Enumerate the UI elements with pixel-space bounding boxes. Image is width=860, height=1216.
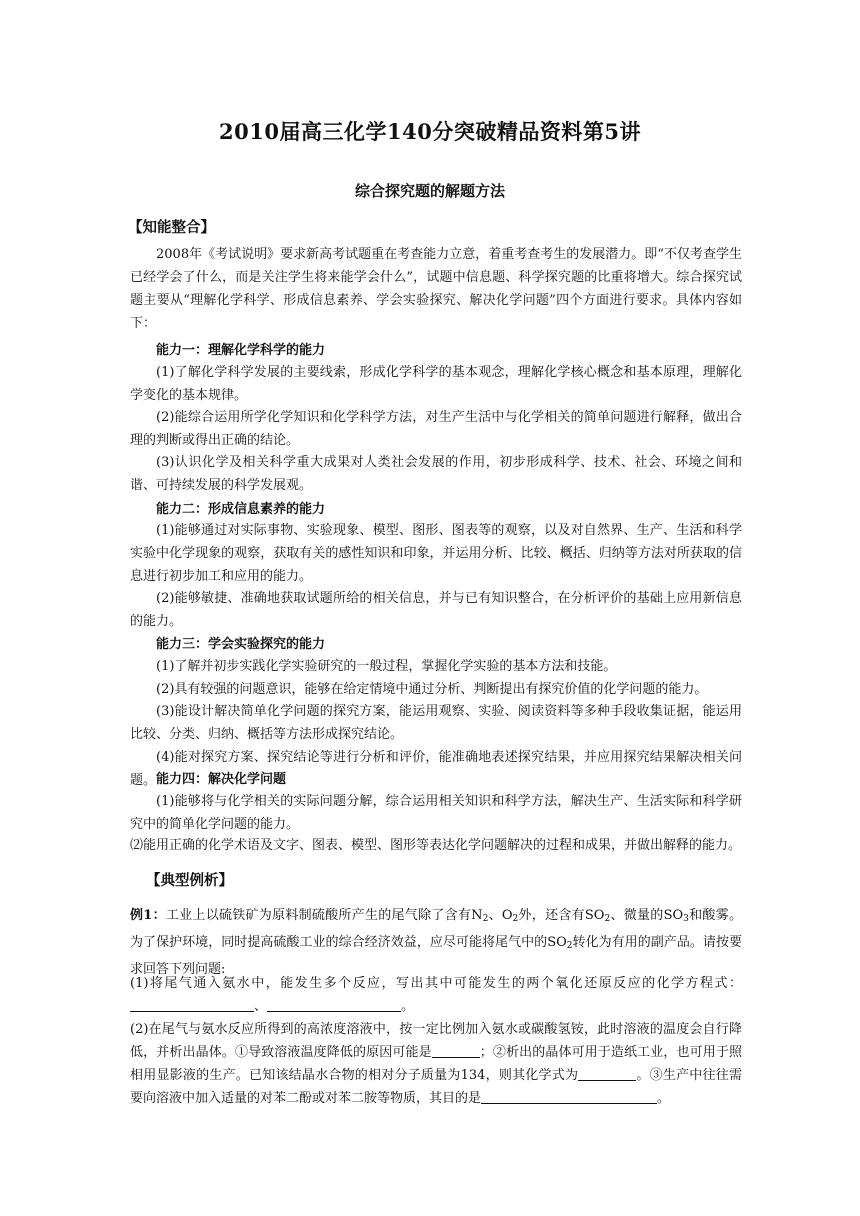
ability-2-title: 能力二：形成信息素养的能力 [156,502,326,517]
document-title: 2010届高三化学140分突破精品资料第5讲 [219,119,641,144]
answer-blank[interactable] [481,1089,657,1104]
example-1-label: 例1： [130,908,166,923]
ability-4-title: 能力四：解决化学问题 [156,772,287,787]
section-heading-knowledge: 【知能整合】 [128,219,215,236]
ability-3-item-1: (1)了解并初步实践化学实验研究的一般过程，掌握化学实验的基本方法和技能。 [156,659,617,674]
ability-2-item-2: (2)能够敏捷、准确地获取试题所给的相关信息，并与已有知识整合，在分析评价的基础上应用新信息的能力。 [130,591,742,629]
ability-1-item-1: (1)了解化学科学发展的主要线索，形成化学科学的基本观念，理解化学核心概念和基本原理，理解化学变化的基本规律。 [130,365,742,403]
intro-paragraph: 2008年《考试说明》要求新高考试题重在考查能力立意，着重考查考生的发展潜力。即“不仅考查学生已经学会了什么，而是关注学生将来能学会什么”，试题中信息题、科学探究题的比重将增大。综合探究试题主要从“理解化学科学、形成信息素养、学会实验探究、解决化学问题”四个方面进行要求。具体内容如下： [130,247,742,331]
ability-3-item-3: (3)能设计解决简单化学问题的探究方案，能运用观察、实验、阅读资料等多种手段收集证据，能运用比较、分类、归纳、概括等方法形成探究结论。 [130,704,742,742]
answer-blank[interactable] [432,1043,480,1058]
example-1-question-2: (2)在尾气与氨水反应所得到的高浓度溶液中，按一定比例加入氨水或碳酸氢铵，此时溶液的温度会自行降低，并析出晶体。①导致溶液温度降低的原因可能是 ；②析出的晶体可用于造纸工业，也可用于照相用显影液的生产。已知该结晶水合物的相对分子质量为134，则其化学式为 。③生产中往往需要向溶液中加入适量的对苯二酚或对苯二胺等物质，其目的是 。 [130,1022,742,1106]
document-subtitle: 综合探究题的解题方法 [354,182,505,200]
example-1-question-1: (1)将尾气通入氨水中，能发生多个反应，写出其中可能发生的两个氧化还原反应的化学方程式：、 。 [130,976,742,1014]
answer-blank[interactable] [130,997,254,1012]
ability-4-item-2: ⑵能用正确的化学术语及文字、图表、模型、图形等表达化学问题解决的过程和成果，并做出解释的能力。 [130,838,742,853]
answer-blank[interactable] [267,997,401,1012]
ability-1-title: 能力一：理解化学科学的能力 [156,343,326,358]
example-1-intro: 例1：工业上以硫铁矿为原料制硫酸所产生的尾气除了含有$N_2$、$O_2$外，还含有$SO_2$、微量的$SO_3$和酸雾。为了保护环境，同时提高硫酸工业的综合经济效益，应尽可能将尾气中的$SO_2$转化为有用的副产品。请按要求回答下列问题: [130,908,742,977]
ability-1-item-3: (3)认识化学及相关科学重大成果对人类社会发展的作用，初步形成科学、技术、社会、环境之间和谐、可持续发展的科学发展观。 [130,455,742,493]
ability-2-item-1: (1)能够通过对实际事物、实验现象、模型、图形、图表等的观察，以及对自然界、生产、生活和科学实验中化学现象的观察，获取有关的感性知识和印象，并运用分析、比较、概括、归纳等方法对所获取的信息进行初步加工和应用的能力。 [130,523,742,584]
section-heading-examples: 【典型例析】 [146,872,233,889]
ability-4-item-1: (1)能够将与化学相关的实际问题分解，综合运用相关知识和科学方法，解决生产、生活实际和科学研究中的简单化学问题的能力。 [130,794,742,832]
ability-3-item-2: (2)具有较强的问题意识，能够在给定情境中通过分析、判断提出有探究价值的化学问题的能力。 [156,682,708,697]
ability-1-item-2: (2)能综合运用所学化学知识和化学科学方法，对生产生活中与化学相关的简单问题进行解释，做出合理的判断或得出正确的结论。 [130,410,742,448]
ability-3-title: 能力三：学会实验探究的能力 [156,637,326,652]
answer-blank[interactable] [578,1066,636,1081]
ability-3-item-4: (4)能对探究方案、探究结论等进行分析和评价，能准确地表述探究结果，并应用探究结果解决相关问题。 [130,750,742,788]
